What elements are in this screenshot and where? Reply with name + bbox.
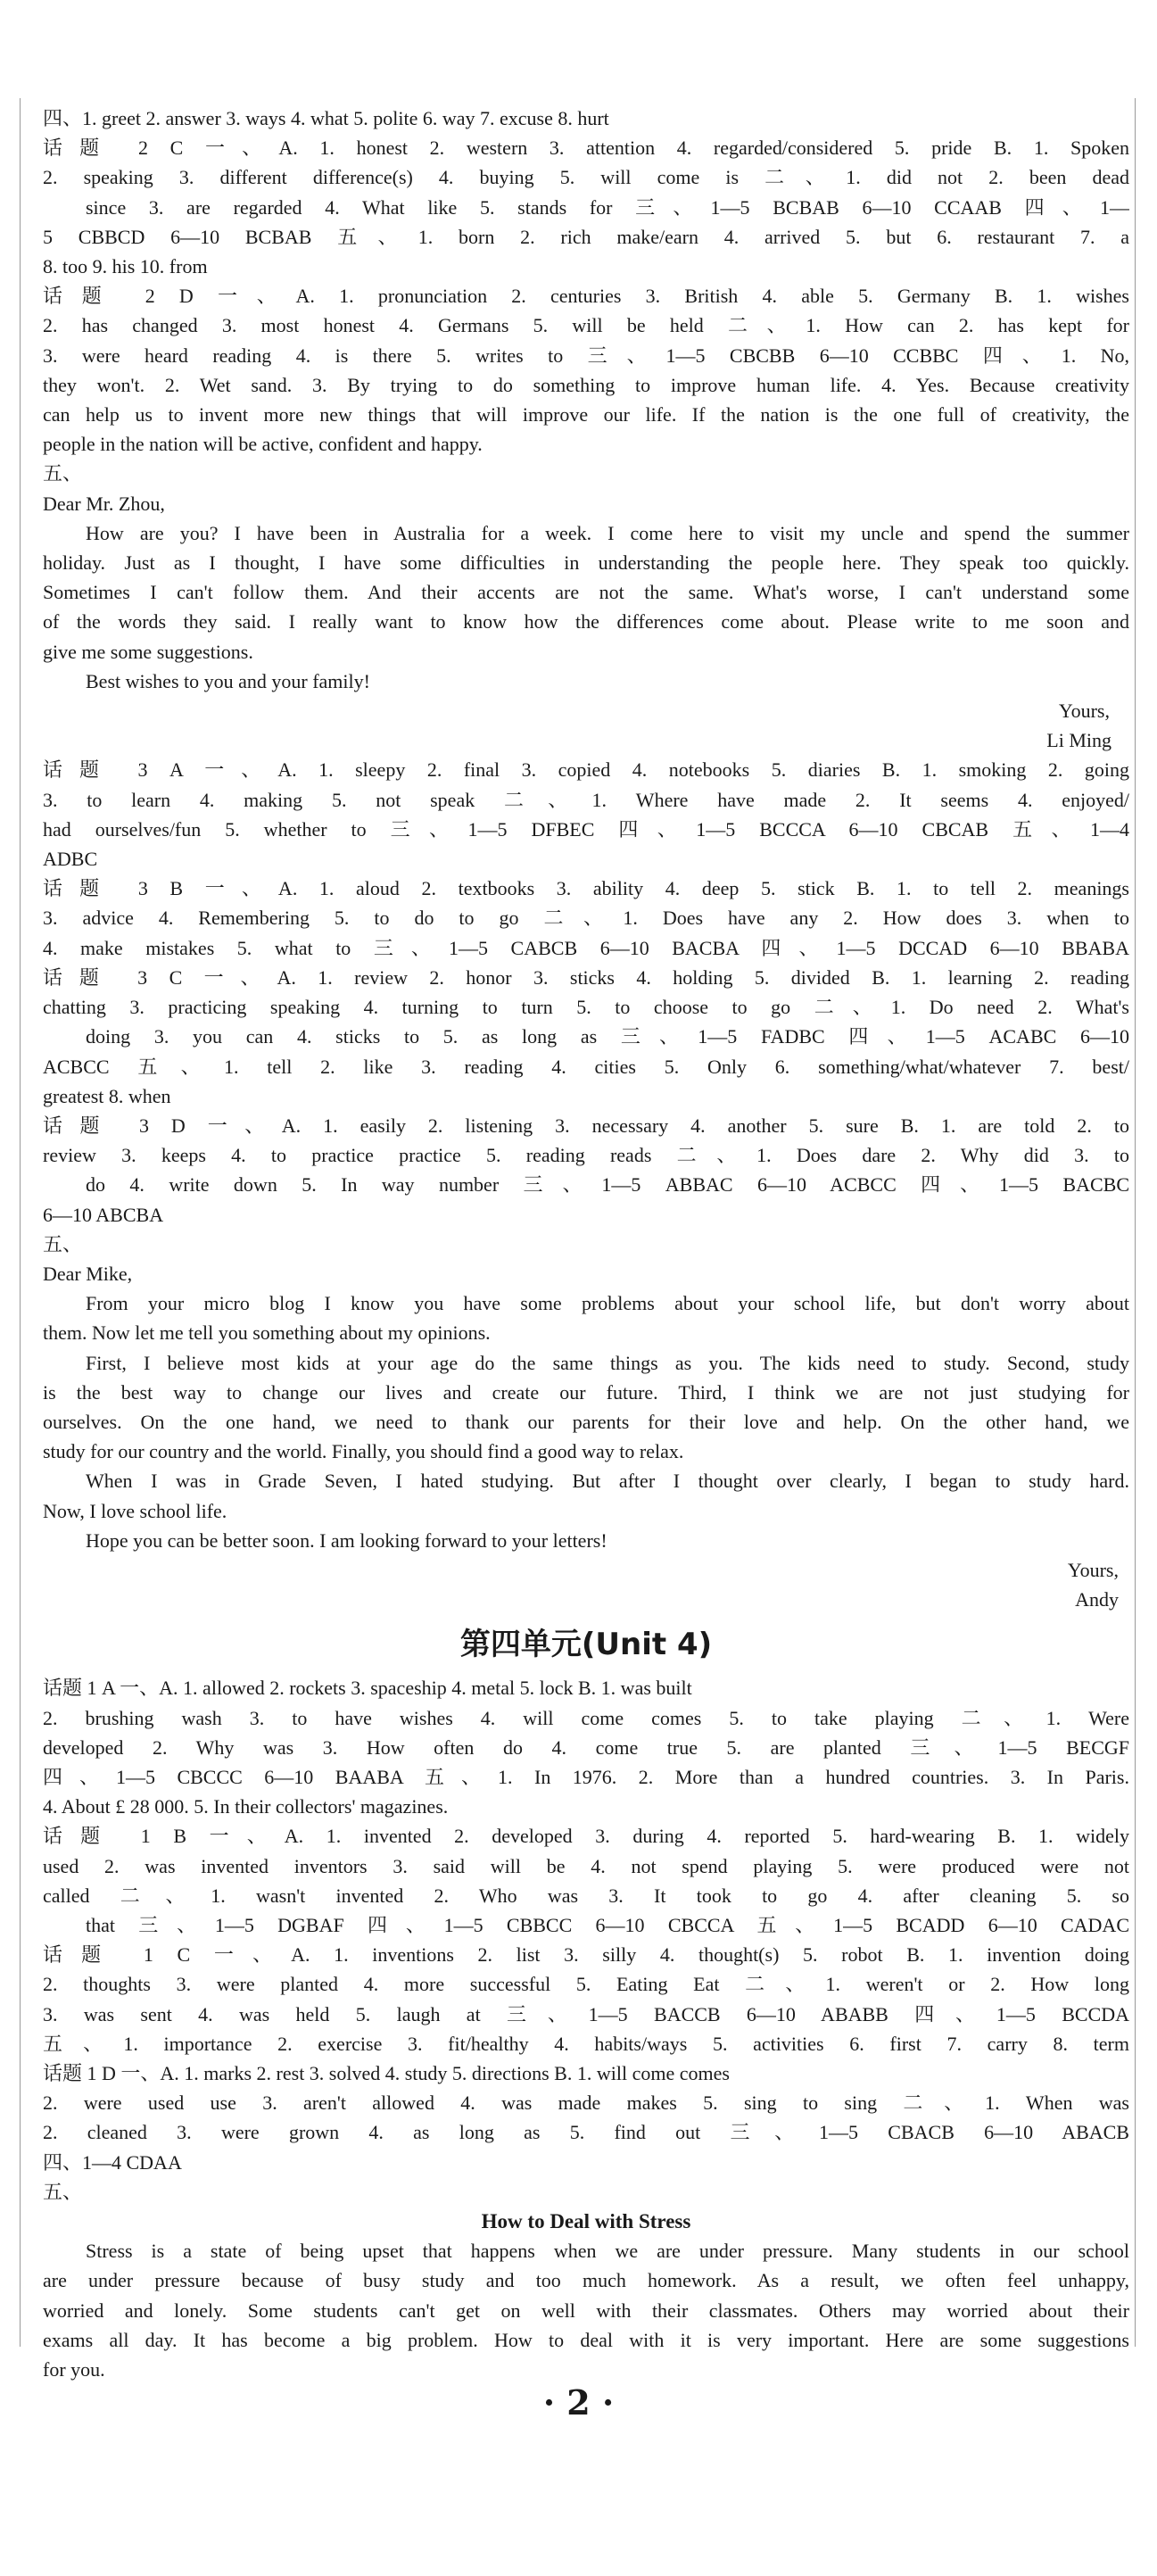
text-line: 2. thoughts 3. were planted 4. more successful 5. Eating Eat 二、1. weren't or 2. How long	[43, 1973, 1129, 1996]
text-line: ADBC	[43, 848, 98, 871]
text-line: 四、1—5 CBCCC 6—10 BAABA 五、1. In 1976. 2. More than a hundred countries. 3. In Paris.	[43, 1765, 1129, 1788]
text-line: study for our country and the world. Finally, you should find a good way to relax.	[43, 1440, 684, 1463]
text-line: 3. to learn 4. making 5. not speak 二、1. Where have made 2. It seems 4. enjoyed/	[43, 788, 1129, 811]
text-line: Sometimes I can't follow them. And their accents are not the same. What's worse, I can't understand some	[43, 581, 1129, 604]
text-line: First, I believe most kids at your age do the same things as you. The kids need to study. Second, study	[86, 1351, 1129, 1374]
text-line: do 4. write down 5. In way number 三、1—5 ABBAC 6—10 ACBCC 四、1—5 BACBC	[86, 1173, 1129, 1197]
letter2-salutation: Dear Mike,	[43, 1262, 133, 1285]
text-line: 话题 1 B 一、A. 1. invented 2. developed 3. during 4. reported 5. hard-wearing B. 1. widely	[43, 1825, 1129, 1848]
text-line: 6—10 ABCBA	[43, 1203, 164, 1226]
text-line: Best wishes to you and your family!	[86, 669, 370, 692]
text-line: 四、1. greet 2. answer 3. ways 4. what 5. polite 6. way 7. excuse 8. hurt	[43, 107, 609, 129]
text-line: worried and lonely. Some students can't get on well with their classmates. Others may worried about their	[43, 2299, 1129, 2322]
text-line: 五、1. importance 2. exercise 3. fit/healthy 4. habits/ways 5. activities 6. first 7. carry 8. term	[43, 2032, 1129, 2055]
text-line: 话题 1 A 一、A. 1. allowed 2. rockets 3. spaceship 4. metal 5. lock B. 1. was built	[43, 1677, 692, 1700]
text-line: 2. brushing wash 3. to have wishes 4. will come comes 5. to take playing 二、1. Were	[43, 1706, 1129, 1729]
answer-block-topic2	[43, 104, 1129, 459]
text-line: 2. speaking 3. different difference(s) 4. buying 5. will come is 二、1. did not 2. been dead	[43, 166, 1129, 189]
answer-block-unit4	[43, 1673, 1129, 2176]
text-line: had ourselves/fun 5. whether to 三、1—5 DFBEC 四、1—5 BCCCA 6—10 CBCAB 五、1—4	[43, 817, 1129, 841]
text-line: 话题 3 A 一、A. 1. sleepy 2. final 3. copied 4. notebooks 5. diaries B. 1. smoking 2. going	[43, 758, 1129, 782]
text-line: 2. cleaned 3. were grown 4. as long as 5. find out 三、1—5 CBACB 6—10 ABACB	[43, 2121, 1129, 2144]
text-line: 4. About £ 28 000. 5. In their collectors' magazines.	[43, 1795, 449, 1818]
letter2-body	[43, 1288, 1129, 1555]
text-line: 话题 1 C 一、A. 1. inventions 2. list 3. silly 4. thought(s) 5. robot B. 1. invention doing	[43, 1943, 1129, 1967]
text-line: since 3. are regarded 4. What like 5. stands for 三、1—5 BCBAB 6—10 CCAAB 四、1—	[86, 195, 1129, 219]
letter1-signature: Li Ming	[1046, 729, 1112, 752]
text-line: developed 2. Why was 3. How often do 4. come true 5. are planted 三、1—5 BECGF	[43, 1735, 1129, 1759]
section-five-label: 五、	[43, 462, 83, 485]
text-line: Stress is a state of being upset that happens when we are under pressure. Many students in our school	[86, 2240, 1129, 2263]
letter1-salutation: Dear Mr. Zhou,	[43, 492, 165, 515]
page-number: · 2 ·	[542, 2382, 615, 2423]
essay-title: How to Deal with Stress	[481, 2210, 691, 2233]
text-line: 话题 3 C 一、A. 1. review 2. honor 3. sticks 4. holding 5. divided B. 1. learning 2. reading	[43, 965, 1129, 989]
text-line: 话题 2 D 一、A. 1. pronunciation 2. centuries 3. British 4. able 5. Germany B. 1. wishes	[43, 285, 1129, 308]
text-line: 3. was sent 4. was held 5. laugh at 三、1—5 BACCB 6—10 ABABB 四、1—5 BCCDA	[43, 2002, 1129, 2025]
text-line: 话题 3 B 一、A. 1. aloud 2. textbooks 3. ability 4. deep 5. stick B. 1. to tell 2. meanings	[43, 877, 1129, 900]
text-line: can help us to invent more new things that will improve our life. If the nation is the one full of creativity, the	[43, 403, 1129, 427]
text-line: them. Now let me tell you something about my opinions.	[43, 1321, 491, 1345]
right-margin-rule	[1135, 98, 1136, 2347]
answer-block-topic3	[43, 755, 1129, 1229]
text-line: greatest 8. when	[43, 1084, 171, 1107]
text-line: From your micro blog I know you have some problems about your school life, but don't worry about	[86, 1292, 1129, 1315]
text-line: that 三、1—5 DGBAF 四、1—5 CBBCC 6—10 CBCCA 五、1—5 BCADD 6—10 CADAC	[86, 1913, 1129, 1936]
letter1-body	[43, 518, 1129, 696]
essay-body	[43, 2236, 1129, 2384]
text-line: is the best way to change our lives and create our future. Third, I think we are not just studying for	[43, 1380, 1129, 1404]
text-line: When I was in Grade Seven, I hated studying. But after I thought over clearly, I began to study hard.	[86, 1470, 1129, 1493]
text-line: ourselves. On the one hand, we need to thank our parents for their love and help. On the other hand, we	[43, 1410, 1129, 1433]
text-line: Now, I love school life.	[43, 1499, 227, 1522]
text-line: Hope you can be better soon. I am looking forward to your letters!	[86, 1528, 607, 1552]
text-line: give me some suggestions.	[43, 640, 253, 663]
text-line: 话题 2 C 一、A. 1. honest 2. western 3. attention 4. regarded/considered 5. pride B. 1. Spoken	[43, 137, 1129, 160]
text-line: called 二、1. wasn't invented 2. Who was 3. It took to go 4. after cleaning 5. so	[43, 1884, 1129, 1907]
text-line: 话题 3 D 一、A. 1. easily 2. listening 3. necessary 4. another 5. sure B. 1. are told 2. to	[43, 1114, 1129, 1137]
letter2-closing: Yours,	[1067, 1558, 1119, 1581]
text-line: they won't. 2. Wet sand. 3. By trying to do something to improve human life. 4. Yes. Because creativity	[43, 373, 1129, 396]
letter2-signature: Andy	[1075, 1588, 1119, 1611]
section-five-label: 五、	[43, 2180, 83, 2203]
letter1-closing: Yours,	[1058, 700, 1110, 723]
text-line: chatting 3. practicing speaking 4. turning to turn 5. to choose to go 二、1. Do need 2. What's	[43, 996, 1129, 1019]
text-line: doing 3. you can 4. sticks to 5. as long as 三、1—5 FADBC 四、1—5 ACABC 6—10	[86, 1025, 1129, 1048]
unit-heading: 第四单元(Unit 4)	[459, 1627, 713, 1663]
text-line: 四、1—4 CDAA	[43, 2150, 182, 2174]
text-line: 话题 1 D 一、A. 1. marks 2. rest 3. solved 4. study 5. directions B. 1. will come comes	[43, 2062, 730, 2084]
text-line: are under pressure because of busy study and too much homework. As a result, we often feel unhappy,	[43, 2269, 1129, 2292]
text-line: ACBCC 五、1. tell 2. like 3. reading 4. cities 5. Only 6. something/what/whatever 7. best/	[43, 1055, 1129, 1078]
text-line: exams all day. It has become a big problem. How to deal with it is very important. Here are some suggestions	[43, 2328, 1129, 2351]
section-five-label: 五、	[43, 1232, 83, 1255]
text-line: 8. too 9. his 10. from	[43, 255, 208, 278]
text-line: 5 CBBCD 6—10 BCBAB 五、1. born 2. rich make/earn 4. arrived 5. but 6. restaurant 7. a	[43, 225, 1129, 248]
text-line: people in the nation will be active, confident and happy.	[43, 433, 483, 456]
text-line: holiday. Just as I thought, I have some difficulties in understanding the people here. They speak too quickly.	[43, 551, 1129, 575]
text-line: for you.	[43, 2358, 105, 2381]
text-line: of the words they said. I really want to know how the differences come about. Please write to me soon and	[43, 610, 1129, 634]
text-line: 3. advice 4. Remembering 5. to do to go 二、1. Does have any 2. How does 3. when to	[43, 907, 1129, 930]
text-line: used 2. was invented inventors 3. said will be 4. not spend playing 5. were produced were not	[43, 1854, 1129, 1877]
left-margin-rule	[20, 98, 21, 2347]
text-line: review 3. keeps 4. to practice practice 5. reading reads 二、1. Does dare 2. Why did 3. to	[43, 1144, 1129, 1167]
text-line: 3. were heard reading 4. is there 5. writes to 三、1—5 CBCBB 6—10 CCBBC 四、1. No,	[43, 344, 1129, 367]
text-line: 4. make mistakes 5. what to 三、1—5 CABCB 6—10 BACBA 四、1—5 DCCAD 6—10 BBABA	[43, 936, 1129, 959]
page-content	[43, 104, 1129, 2384]
text-line: 2. were used use 3. aren't allowed 4. was made makes 5. sing to sing 二、1. When was	[43, 2091, 1129, 2115]
text-line: How are you? I have been in Australia for a week. I come here to visit my uncle and spend the summer	[86, 521, 1129, 544]
text-line: 2. has changed 3. most honest 4. Germans 5. will be held 二、1. How can 2. has kept for	[43, 314, 1129, 337]
